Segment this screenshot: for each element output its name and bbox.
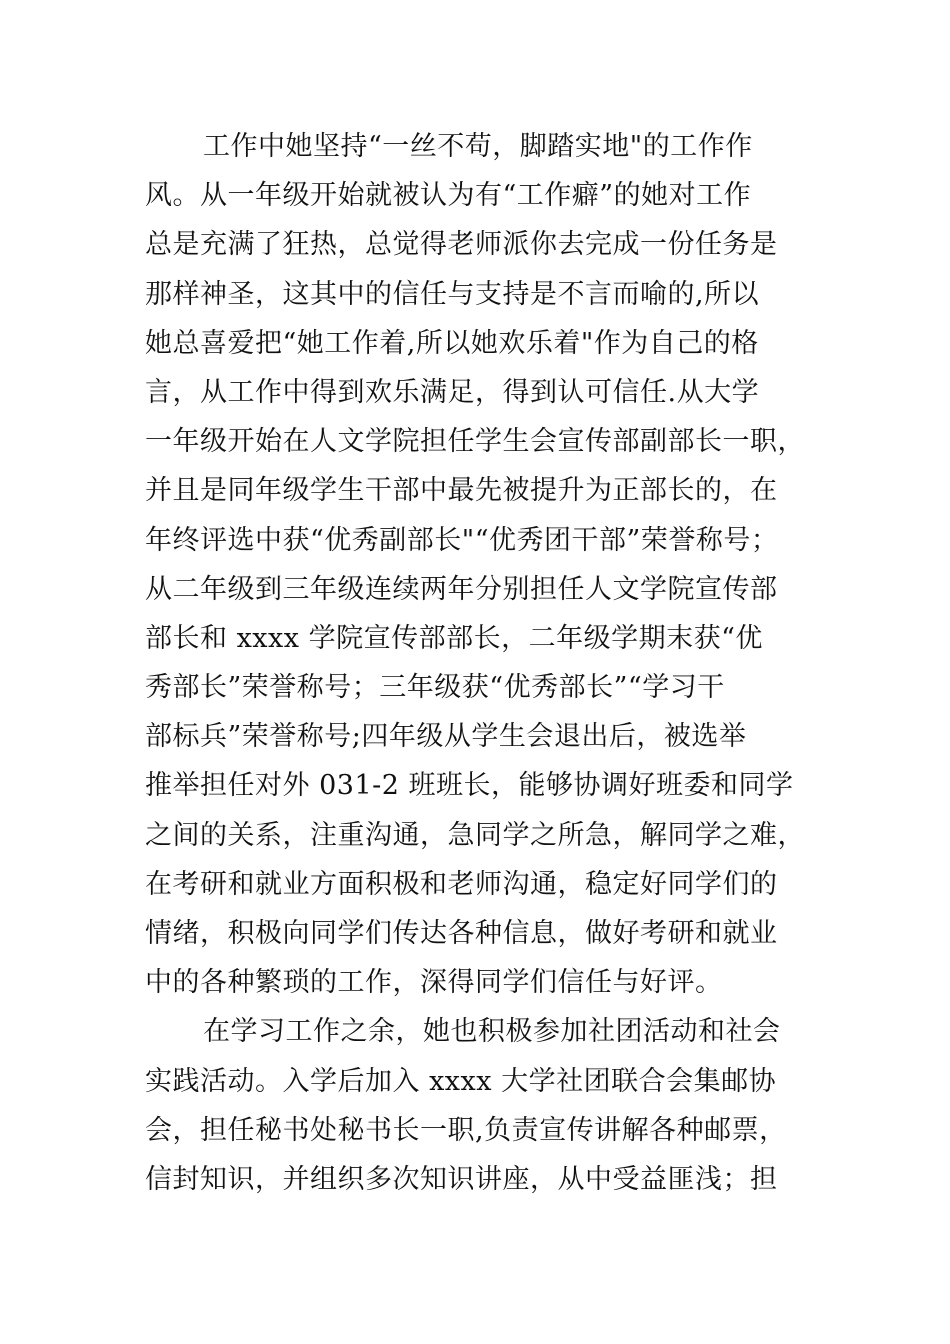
text-line: 年终评选中获“优秀副部长"“优秀团干部”荣誉称号； <box>145 524 779 556</box>
text-line: 在考研和就业方面积极和老师沟通，稳定好同学们的 <box>145 868 778 900</box>
text-line: 情绪，积极向同学们传达各种信息，做好考研和就业 <box>145 918 778 949</box>
paragraph-activities <box>145 1007 825 1204</box>
document-body <box>145 122 825 1204</box>
text-line: 部标兵”荣誉称号;四年级从学生会退出后，被选举 <box>145 721 747 753</box>
text-line: 并且是同年级学生干部中最先被提升为正部长的，在 <box>145 475 778 507</box>
text-line: 她总喜爱把“她工作着,所以她欢乐着"作为自己的格 <box>145 327 759 359</box>
text-line: 部长和 xxxx 学院宣传部部长，二年级学期末获“优 <box>145 622 763 654</box>
text-line: 从二年级到三年级连续两年分别担任人文学院宣传部 <box>145 573 778 605</box>
text-line: 一年级开始在人文学院担任学生会宣传部副部长一职， <box>145 426 805 458</box>
text-line: 在学习工作之余，她也积极参加社团活动和社会 <box>203 1016 781 1048</box>
paragraph-work-style <box>145 122 825 1007</box>
text-line: 信封知识，并组织多次知识讲座，从中受益匪浅；担 <box>145 1163 778 1195</box>
text-line: 秀部长”荣誉称号；三年级获“优秀部长”“学习干 <box>145 672 725 704</box>
text-line: 那样神圣，这其中的信任与支持是不言而喻的,所以 <box>145 278 760 310</box>
text-line: 中的各种繁琐的工作，深得同学们信任与好评。 <box>145 967 723 999</box>
text-line: 风。从一年级开始就被认为有“工作癖”的她对工作 <box>145 180 752 212</box>
text-line: 推举担任对外 031-2 班班长，能够协调好班委和同学 <box>145 770 794 802</box>
text-line: 总是充满了狂热，总觉得老师派你去完成一份任务是 <box>145 229 778 261</box>
text-line: 会，担任秘书处秘书长一职,负责宣传讲解各种邮票， <box>145 1114 787 1146</box>
text-line: 言，从工作中得到欢乐满足，得到认可信任.从大学 <box>145 376 760 408</box>
text-line: 实践活动。入学后加入 xxxx 大学社团联合会集邮协 <box>145 1065 777 1097</box>
text-line: 之间的关系，注重沟通，急同学之所急，解同学之难， <box>145 819 805 851</box>
text-line: 工作中她坚持“一丝不苟，脚踏实地"的工作作 <box>203 131 753 162</box>
